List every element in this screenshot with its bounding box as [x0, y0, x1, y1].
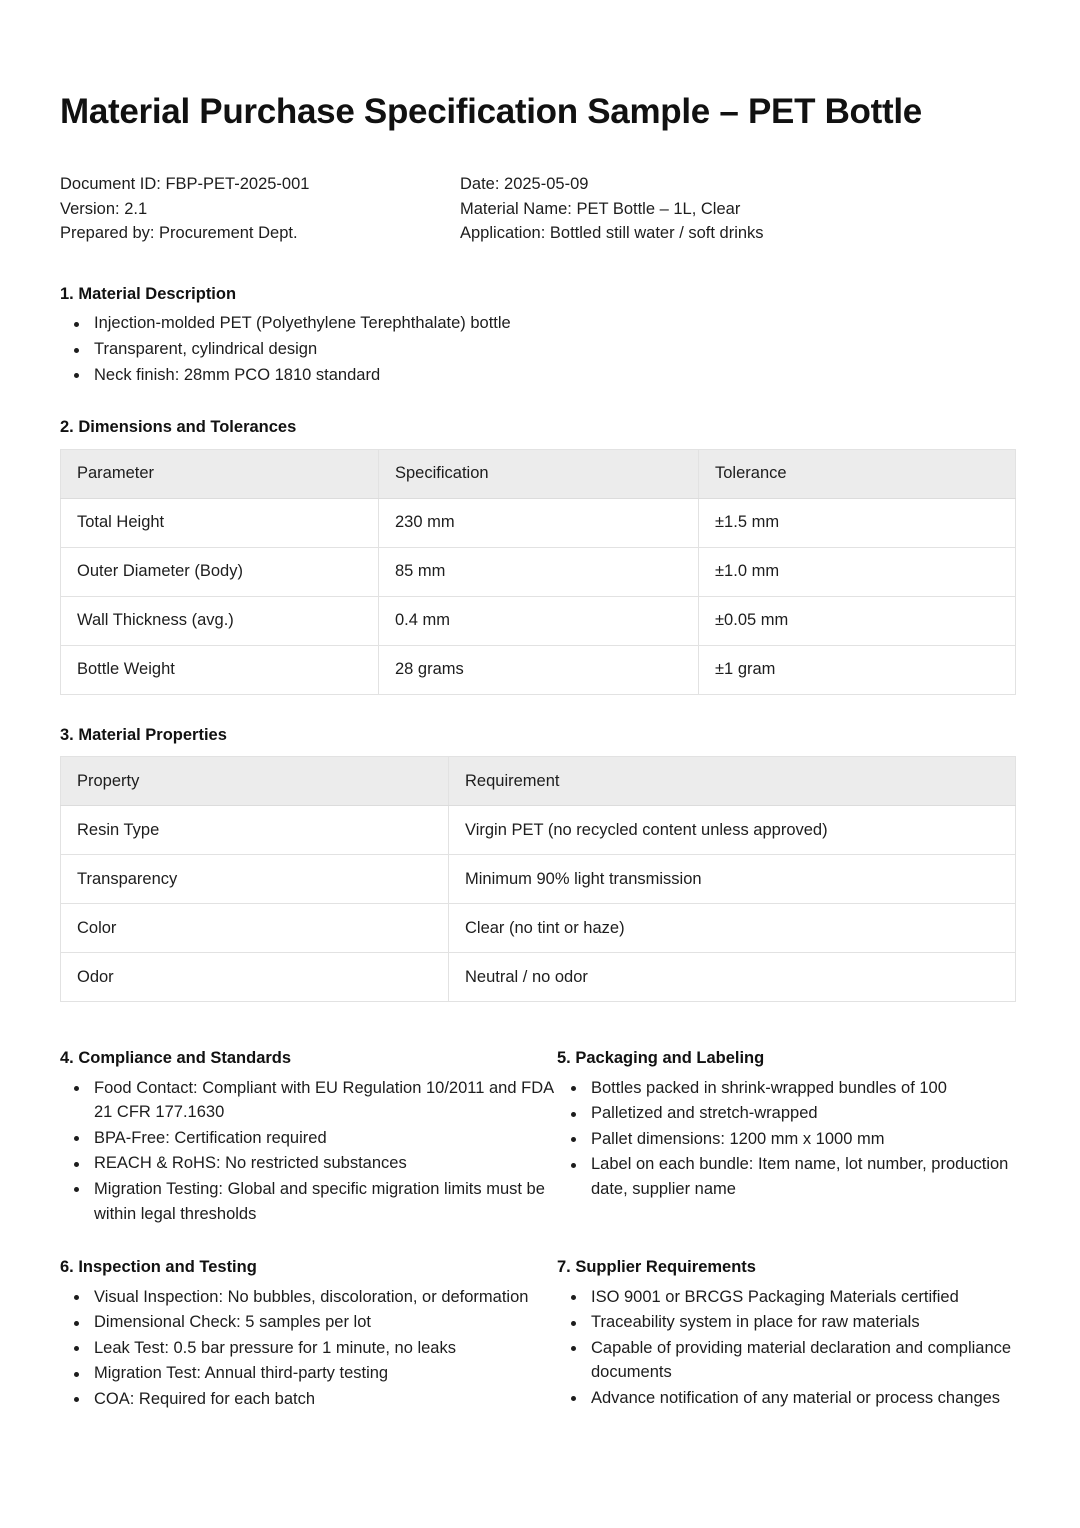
section-heading-material-description: 1. Material Description: [60, 285, 237, 304]
dimensions-table: [60, 449, 1016, 695]
table-row: [61, 953, 1016, 1002]
list-item: BPA-Free: Certification required: [60, 1126, 557, 1151]
section-heading-packaging: 5. Packaging and Labeling: [557, 1049, 765, 1068]
list-item: Bottles packed in shrink-wrapped bundles of 100: [557, 1076, 1040, 1101]
page-title: Material Purchase Specification Sample – PET Bottle: [60, 92, 922, 131]
section-heading-inspection: 6. Inspection and Testing: [60, 1258, 257, 1277]
section-heading-material-properties: 3. Material Properties: [60, 725, 227, 744]
list-item: Migration Testing: Global and specific migration limits must be within legal thresholds: [60, 1177, 557, 1226]
list-item: Capable of providing material declaration and compliance documents: [557, 1336, 1040, 1385]
list-item: COA: Required for each batch: [60, 1387, 557, 1412]
material-description-list: [60, 311, 1016, 387]
table-row: [61, 498, 1016, 547]
table-cell: ±1.0 mm: [699, 547, 1016, 596]
list-item: ISO 9001 or BRCGS Packaging Materials certified: [557, 1285, 1040, 1310]
table-cell: Clear (no tint or haze): [449, 904, 1016, 953]
meta-column-left: [60, 172, 460, 246]
spacer: [60, 1227, 1016, 1257]
sections-4-5-row: [60, 1048, 1016, 1227]
table-row: [61, 645, 1016, 694]
table-cell: ±1.5 mm: [699, 498, 1016, 547]
list-item: Label on each bundle: Item name, lot number, production date, supplier name: [557, 1152, 1040, 1201]
table-cell: Neutral / no odor: [449, 953, 1016, 1002]
meta-prepared-by: Prepared by: Procurement Dept.: [60, 224, 298, 243]
table-row: [61, 855, 1016, 904]
section-material-description: [60, 284, 1016, 387]
table-header-row: [61, 757, 1016, 806]
packaging-list: [557, 1076, 1040, 1202]
section-inspection: [60, 1257, 557, 1412]
table-cell: Resin Type: [61, 806, 449, 855]
table-header-row: [61, 449, 1016, 498]
meta-column-right: [460, 172, 1016, 246]
table-cell: Color: [61, 904, 449, 953]
table-cell: Odor: [61, 953, 449, 1002]
list-item: Leak Test: 0.5 bar pressure for 1 minute, no leaks: [60, 1336, 557, 1361]
section-compliance: [60, 1048, 557, 1227]
supplier-list: [557, 1285, 1040, 1411]
list-item: Food Contact: Compliant with EU Regulation 10/2011 and FDA 21 CFR 177.1630: [60, 1076, 557, 1125]
table-row: [61, 547, 1016, 596]
list-item: Pallet dimensions: 1200 mm x 1000 mm: [557, 1127, 1040, 1152]
list-item: Palletized and stretch-wrapped: [557, 1101, 1040, 1126]
list-item: Migration Test: Annual third-party testing: [60, 1361, 557, 1386]
meta-application: Application: Bottled still water / soft drinks: [460, 224, 764, 243]
table-cell: ±0.05 mm: [699, 596, 1016, 645]
table-cell: Virgin PET (no recycled content unless approved): [449, 806, 1016, 855]
meta-date: Date: 2025-05-09: [460, 175, 589, 194]
column-header: Specification: [379, 449, 699, 498]
column-header: Requirement: [449, 757, 1016, 806]
table-cell: Total Height: [61, 498, 379, 547]
table-cell: 28 grams: [379, 645, 699, 694]
meta-version: Version: 2.1: [60, 199, 148, 218]
compliance-list: [60, 1076, 557, 1227]
inspection-list: [60, 1285, 557, 1412]
table-row: [61, 904, 1016, 953]
table-cell: 85 mm: [379, 547, 699, 596]
meta-document-id: Document ID: FBP-PET-2025-001: [60, 175, 310, 194]
table-cell: 230 mm: [379, 498, 699, 547]
list-item: Injection-molded PET (Polyethylene Terephthalate) bottle: [60, 311, 1016, 336]
column-header: Tolerance: [699, 449, 1016, 498]
list-item: Traceability system in place for raw materials: [557, 1310, 1040, 1335]
table-cell: Transparency: [61, 855, 449, 904]
table-row: [61, 596, 1016, 645]
table-cell: Bottle Weight: [61, 645, 379, 694]
list-item: REACH & RoHS: No restricted substances: [60, 1151, 557, 1176]
table-cell: Minimum 90% light transmission: [449, 855, 1016, 904]
section-packaging: [557, 1048, 1040, 1227]
list-item: Neck finish: 28mm PCO 1810 standard: [60, 363, 1016, 388]
table-row: [61, 806, 1016, 855]
table-cell: Outer Diameter (Body): [61, 547, 379, 596]
sections-6-7-row: [60, 1257, 1016, 1412]
list-item: Visual Inspection: No bubbles, discoloration, or deformation: [60, 1285, 557, 1310]
section-heading-dimensions: 2. Dimensions and Tolerances: [60, 418, 297, 437]
table-cell: ±1 gram: [699, 645, 1016, 694]
list-item: Transparent, cylindrical design: [60, 337, 1016, 362]
section-heading-compliance: 4. Compliance and Standards: [60, 1049, 292, 1068]
list-item: Advance notification of any material or process changes: [557, 1386, 1040, 1411]
table-cell: 0.4 mm: [379, 596, 699, 645]
section-material-properties: [60, 725, 1016, 1002]
meta-material-name: Material Name: PET Bottle – 1L, Clear: [460, 199, 741, 218]
list-item: Dimensional Check: 5 samples per lot: [60, 1310, 557, 1335]
section-heading-supplier: 7. Supplier Requirements: [557, 1258, 756, 1277]
section-dimensions: [60, 417, 1016, 694]
material-properties-table: [60, 756, 1016, 1002]
column-header: Property: [61, 757, 449, 806]
section-supplier: [557, 1257, 1040, 1412]
document-meta: [60, 172, 1016, 246]
column-header: Parameter: [61, 449, 379, 498]
table-cell: Wall Thickness (avg.): [61, 596, 379, 645]
